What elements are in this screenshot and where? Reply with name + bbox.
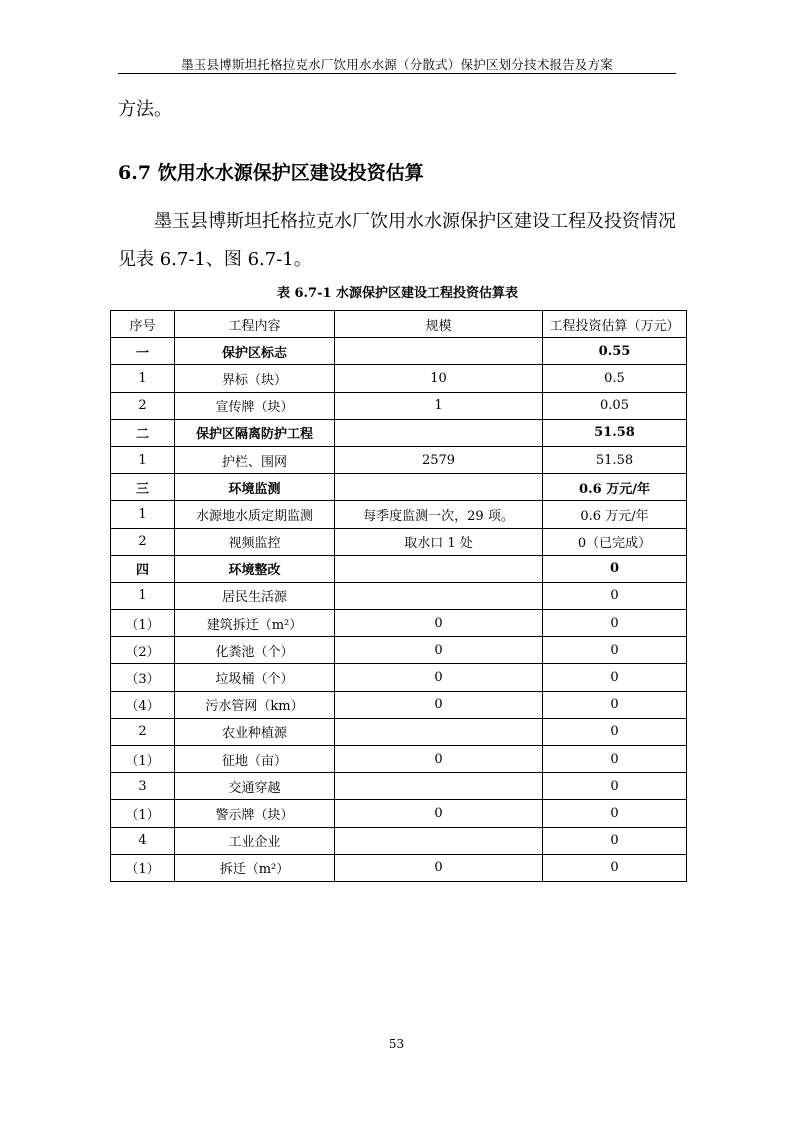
cell-scale: 1 [335, 392, 543, 419]
cell-index: （3） [111, 664, 175, 691]
body-paragraph: 墨玉县博斯坦托格拉克水厂饮用水水源保护区建设工程及投资情况见表 6.7-1、图 6.7-1。 [118, 211, 676, 270]
table-row [111, 800, 687, 827]
cell-scale: 2579 [335, 446, 543, 473]
cell-index: 4 [111, 827, 175, 854]
cell-index: 三 [111, 474, 175, 501]
header-cell-cost: 工程投资估算（万元） [543, 311, 687, 338]
table-header-row [111, 311, 687, 338]
header-cell-scale: 规模 [335, 311, 543, 338]
table-row [111, 610, 687, 637]
cell-scale [335, 718, 543, 745]
table-row [111, 854, 687, 881]
cell-cost: 0 [543, 746, 687, 773]
cell-cost: 0.6 万元/年 [543, 501, 687, 528]
cell-content: 护栏、围网 [175, 446, 335, 473]
cell-scale [335, 582, 543, 609]
cell-index: 1 [111, 501, 175, 528]
cell-cost: 0 [543, 773, 687, 800]
cell-index: （1） [111, 746, 175, 773]
cell-cost: 0.6 万元/年 [543, 474, 687, 501]
table-row [111, 528, 687, 555]
cell-cost: 0 [543, 827, 687, 854]
table-row [111, 555, 687, 582]
cell-cost: 51.58 [543, 419, 687, 446]
cell-content: 界标（块） [175, 365, 335, 392]
section-heading [118, 158, 424, 185]
cell-scale [335, 338, 543, 365]
cell-cost: 0 [543, 555, 687, 582]
cell-content: 环境整改 [175, 555, 335, 582]
cell-index: 四 [111, 555, 175, 582]
cell-index: 一 [111, 338, 175, 365]
cell-content: 保护区标志 [175, 338, 335, 365]
cell-index: 2 [111, 392, 175, 419]
table-row [111, 637, 687, 664]
cell-scale: 0 [335, 637, 543, 664]
cell-cost: 0 [543, 664, 687, 691]
cell-cost: 0 [543, 718, 687, 745]
cell-scale: 0 [335, 610, 543, 637]
header-cell-index: 序号 [111, 311, 175, 338]
cell-content: 垃圾桶（个） [175, 664, 335, 691]
table-row [111, 419, 687, 446]
cell-content: 工业企业 [175, 827, 335, 854]
cell-cost: 0.05 [543, 392, 687, 419]
cell-scale: 0 [335, 854, 543, 881]
table-row [111, 664, 687, 691]
cell-scale [335, 773, 543, 800]
cell-index: 1 [111, 446, 175, 473]
cell-index: （1） [111, 854, 175, 881]
continuation-text: 方法。 [118, 99, 172, 120]
cell-cost: 0.55 [543, 338, 687, 365]
table-row [111, 501, 687, 528]
section-number: 6.7 [118, 162, 152, 184]
cell-scale: 取水口 1 处 [335, 528, 543, 555]
cell-cost: 51.58 [543, 446, 687, 473]
table-row [111, 718, 687, 745]
cell-content: 警示牌（块） [175, 800, 335, 827]
cell-index: 2 [111, 718, 175, 745]
table-row [111, 582, 687, 609]
table-row [111, 365, 687, 392]
cell-content: 拆迁（m²） [175, 854, 335, 881]
cell-index: 2 [111, 528, 175, 555]
cell-content: 征地（亩） [175, 746, 335, 773]
cell-index: 1 [111, 365, 175, 392]
cell-content: 农业种植源 [175, 718, 335, 745]
investment-table [110, 310, 687, 882]
cell-scale: 0 [335, 691, 543, 718]
cell-content: 建筑拆迁（m²） [175, 610, 335, 637]
cell-index: （2） [111, 637, 175, 664]
cell-index: （1） [111, 800, 175, 827]
cell-scale [335, 474, 543, 501]
cell-content: 保护区隔离防护工程 [175, 419, 335, 446]
cell-scale: 0 [335, 664, 543, 691]
cell-cost: 0 [543, 637, 687, 664]
table-row [111, 474, 687, 501]
cell-content: 环境监测 [175, 474, 335, 501]
cell-scale: 0 [335, 800, 543, 827]
cell-scale [335, 827, 543, 854]
cell-scale [335, 555, 543, 582]
table-row [111, 827, 687, 854]
cell-scale [335, 419, 543, 446]
cell-scale: 10 [335, 365, 543, 392]
cell-cost: 0 [543, 691, 687, 718]
page-header: 墨玉县博斯坦托格拉克水厂饮用水水源（分散式）保护区划分技术报告及方案 [181, 57, 613, 72]
cell-cost: 0 [543, 610, 687, 637]
cell-scale: 0 [335, 746, 543, 773]
table-caption: 表 6.7-1 水源保护区建设工程投资估算表 [276, 286, 519, 301]
cell-cost: 0 [543, 800, 687, 827]
cell-index: （4） [111, 691, 175, 718]
cell-cost: 0.5 [543, 365, 687, 392]
cell-index: 3 [111, 773, 175, 800]
table-row [111, 746, 687, 773]
cell-content: 视频监控 [175, 528, 335, 555]
cell-index: （1） [111, 610, 175, 637]
cell-content: 水源地水质定期监测 [175, 501, 335, 528]
table-row [111, 773, 687, 800]
cell-content: 居民生活源 [175, 582, 335, 609]
cell-content: 宣传牌（块） [175, 392, 335, 419]
cell-index: 1 [111, 582, 175, 609]
header-rule [118, 73, 676, 74]
section-title: 饮用水水源保护区建设投资估算 [157, 162, 424, 184]
cell-cost: 0（已完成） [543, 528, 687, 555]
cell-content: 化粪池（个） [175, 637, 335, 664]
cell-scale: 每季度监测一次，29 项。 [335, 501, 543, 528]
table-row [111, 338, 687, 365]
cell-cost: 0 [543, 854, 687, 881]
page-number: 53 [388, 1037, 405, 1051]
table-row [111, 691, 687, 718]
cell-content: 交通穿越 [175, 773, 335, 800]
table-row [111, 392, 687, 419]
table-row [111, 446, 687, 473]
cell-cost: 0 [543, 582, 687, 609]
cell-index: 二 [111, 419, 175, 446]
cell-content: 污水管网（km） [175, 691, 335, 718]
header-cell-content: 工程内容 [175, 311, 335, 338]
